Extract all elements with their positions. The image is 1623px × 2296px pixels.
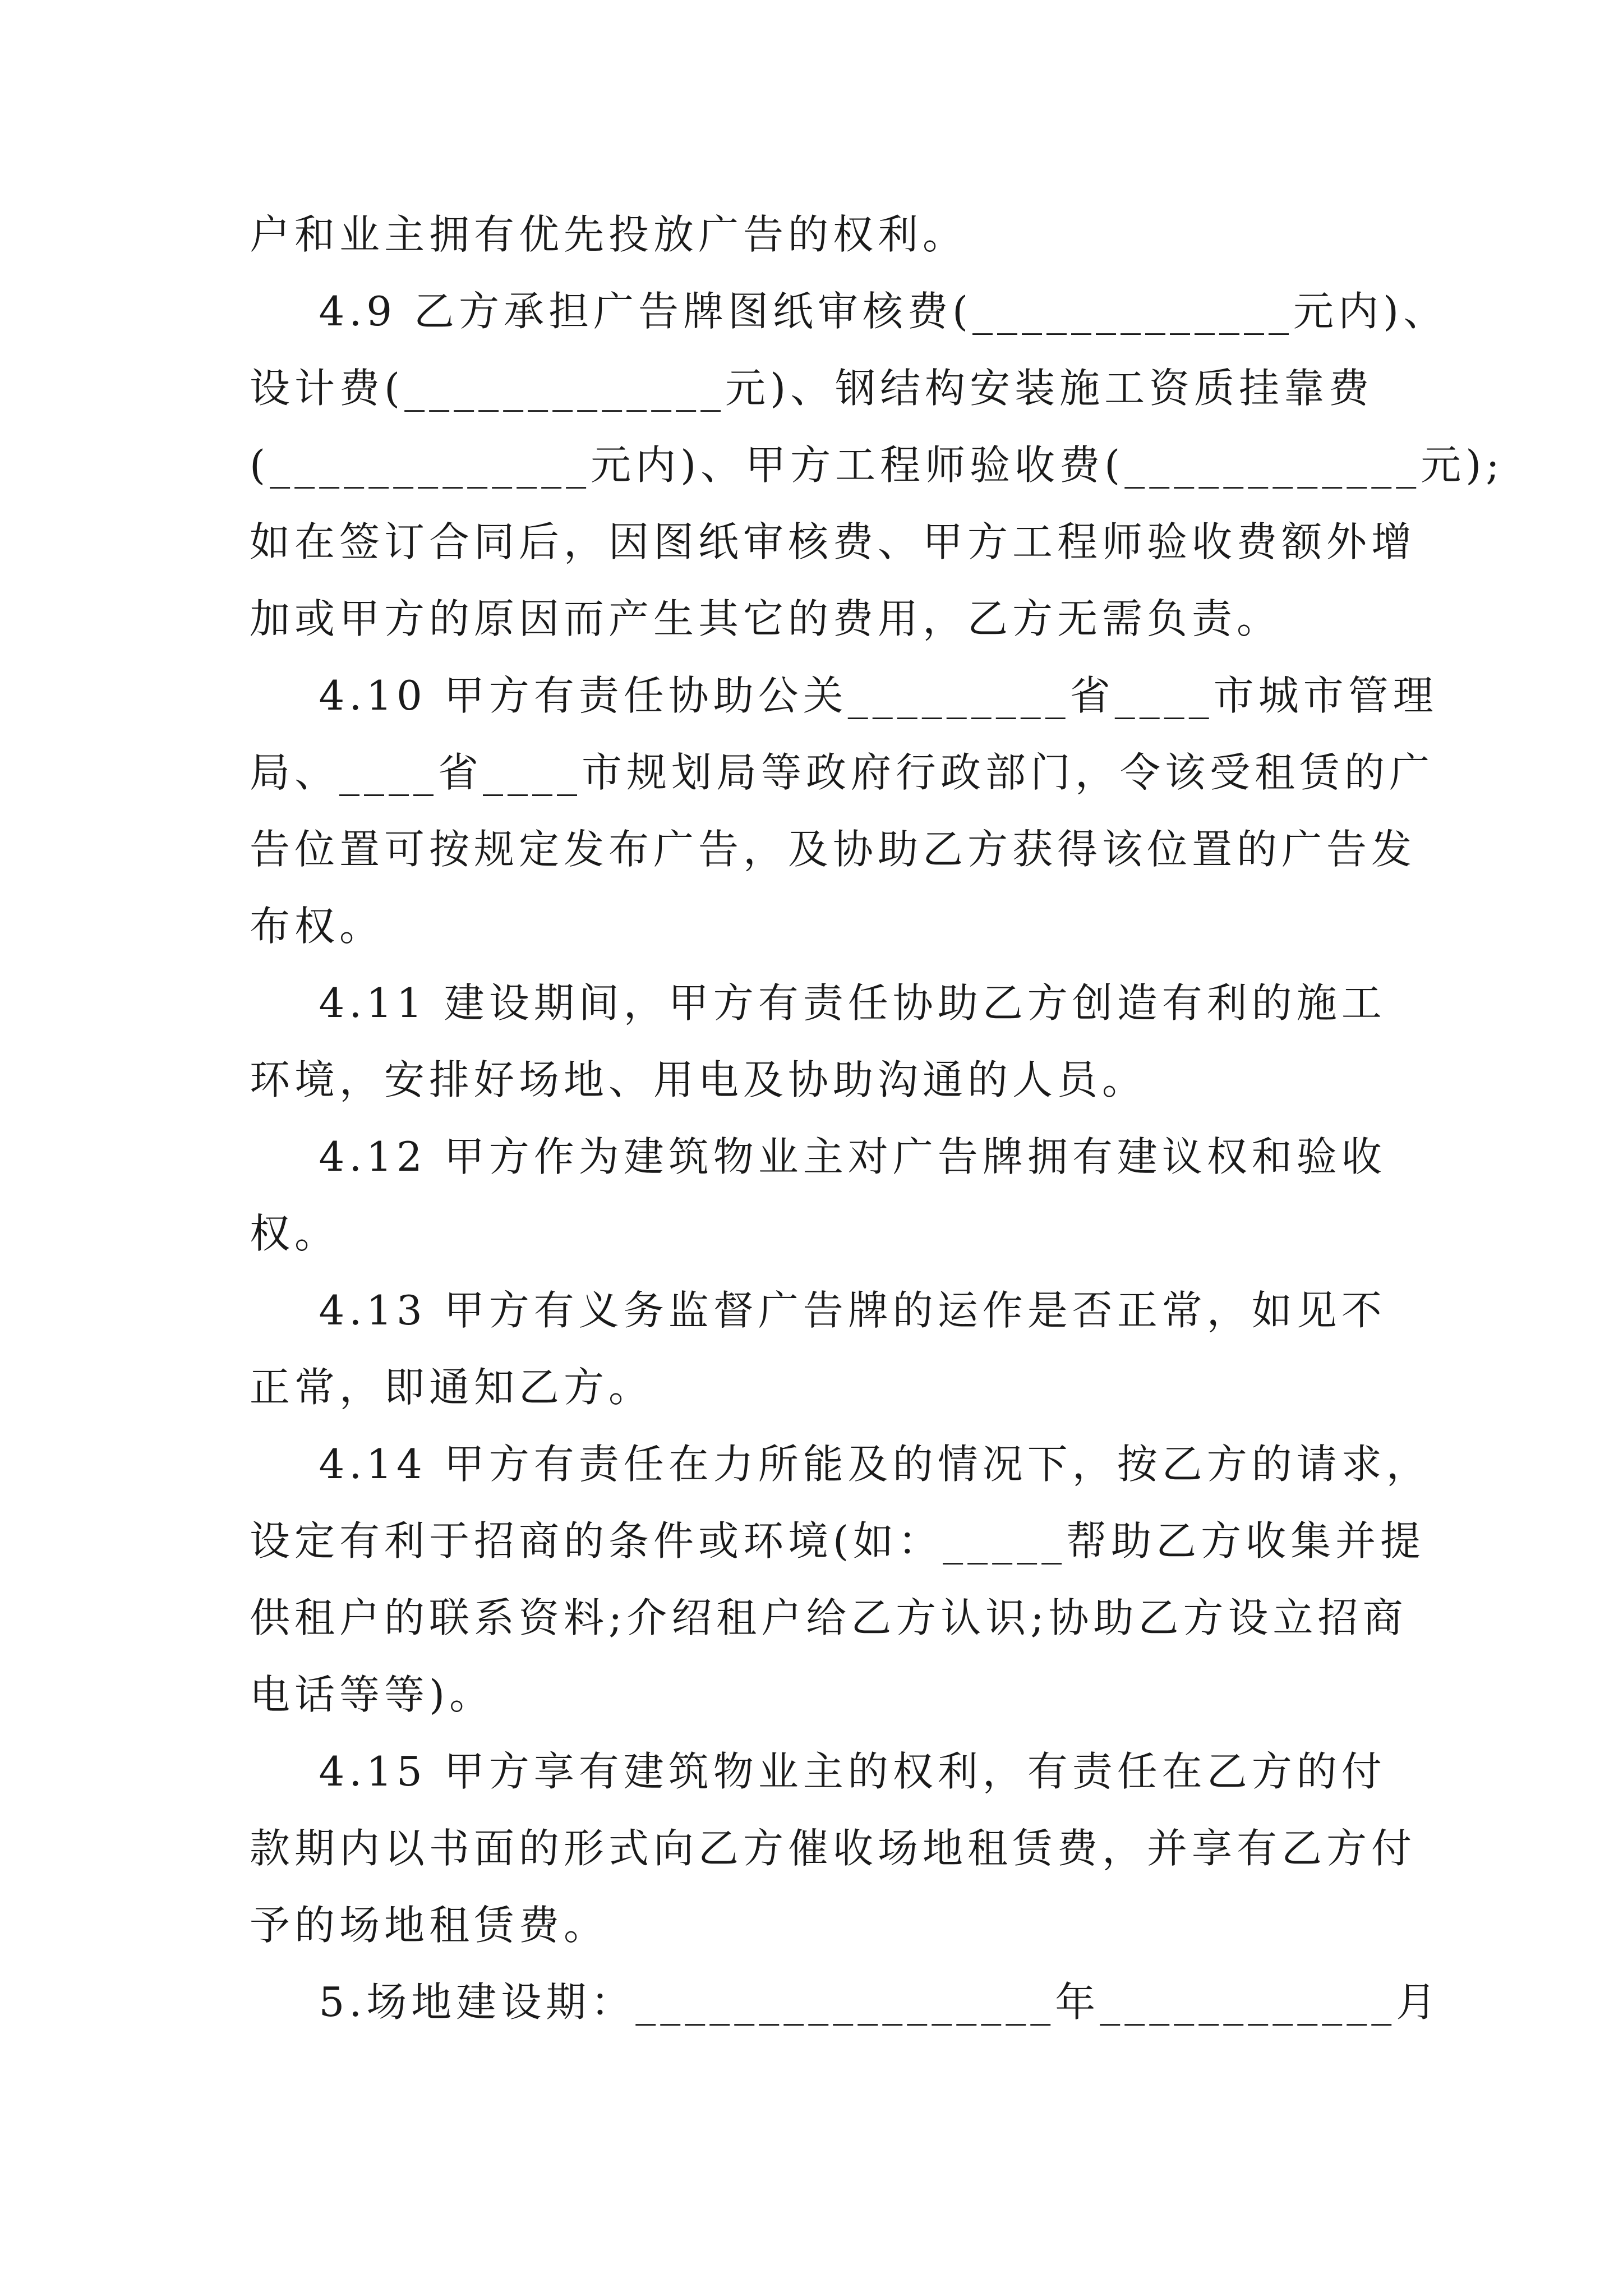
clause-4-9-line-4: 如在签订合同后，因图纸审核费、甲方工程师验收费额外增 [250, 518, 1417, 565]
clause-4-14-line-4: 电话等等)。 [250, 1671, 495, 1718]
clause-4-15-line-1: 4.15 甲方享有建筑物业主的权利，有责任在乙方的付 [250, 1748, 1386, 1795]
clause-4-13-line-2: 正常，即通知乙方。 [250, 1364, 654, 1411]
clause-4-9-line-2: 设计费(_____________元)、钢结构安装施工资质挂靠费 [250, 365, 1374, 412]
clause-4-10-line-3: 告位置可按规定发布广告，及协助乙方获得该位置的广告发 [250, 826, 1417, 873]
clause-4-12-line-2: 权。 [250, 1210, 340, 1257]
clause-4-14-line-3: 供租户的联系资料;介绍租户给乙方认识;协助乙方设立招商 [250, 1594, 1408, 1641]
text-line: 户和业主拥有优先投放广告的权利。 [250, 211, 968, 258]
clause-4-15-line-2: 款期内以书面的形式向乙方催收场地租赁费，并享有乙方付 [250, 1825, 1417, 1872]
clause-4-14-line-1: 4.14 甲方有责任在力所能及的情况下，按乙方的请求， [250, 1441, 1431, 1488]
clause-4-11-line-1: 4.11 建设期间，甲方有责任协助乙方创造有利的施工 [250, 979, 1386, 1027]
clause-4-9-line-1: 4.9 乙方承担广告牌图纸审核费(_____________元内)、 [250, 288, 1449, 335]
clause-4-13-line-1: 4.13 甲方有义务监督广告牌的运作是否正常，如见不 [250, 1287, 1386, 1334]
clause-4-11-line-2: 环境，安排好场地、用电及协助沟通的人员。 [250, 1056, 1147, 1103]
clause-4-9-line-5: 加或甲方的原因而产生其它的费用，乙方无需负责。 [250, 595, 1282, 642]
clause-4-15-line-3: 予的场地租赁费。 [250, 1902, 609, 1949]
clause-4-10-line-2: 局、____省____市规划局等政府行政部门，令该受租赁的广 [250, 749, 1435, 796]
clause-4-12-line-1: 4.12 甲方作为建筑物业主对广告牌拥有建议权和验收 [250, 1133, 1386, 1180]
clause-4-10-line-1: 4.10 甲方有责任协助公关_________省____市城市管理 [250, 672, 1438, 719]
clause-4-9-line-3: (_____________元内)、甲方工程师验收费(____________元); [250, 441, 1504, 489]
clause-4-10-line-4: 布权。 [250, 903, 385, 950]
clause-5-line-1: 5.场地建设期：_________________年____________月 [250, 1978, 1441, 2026]
clause-4-14-line-2: 设定有利于招商的条件或环境(如：_____帮助乙方收集并提 [250, 1517, 1426, 1565]
